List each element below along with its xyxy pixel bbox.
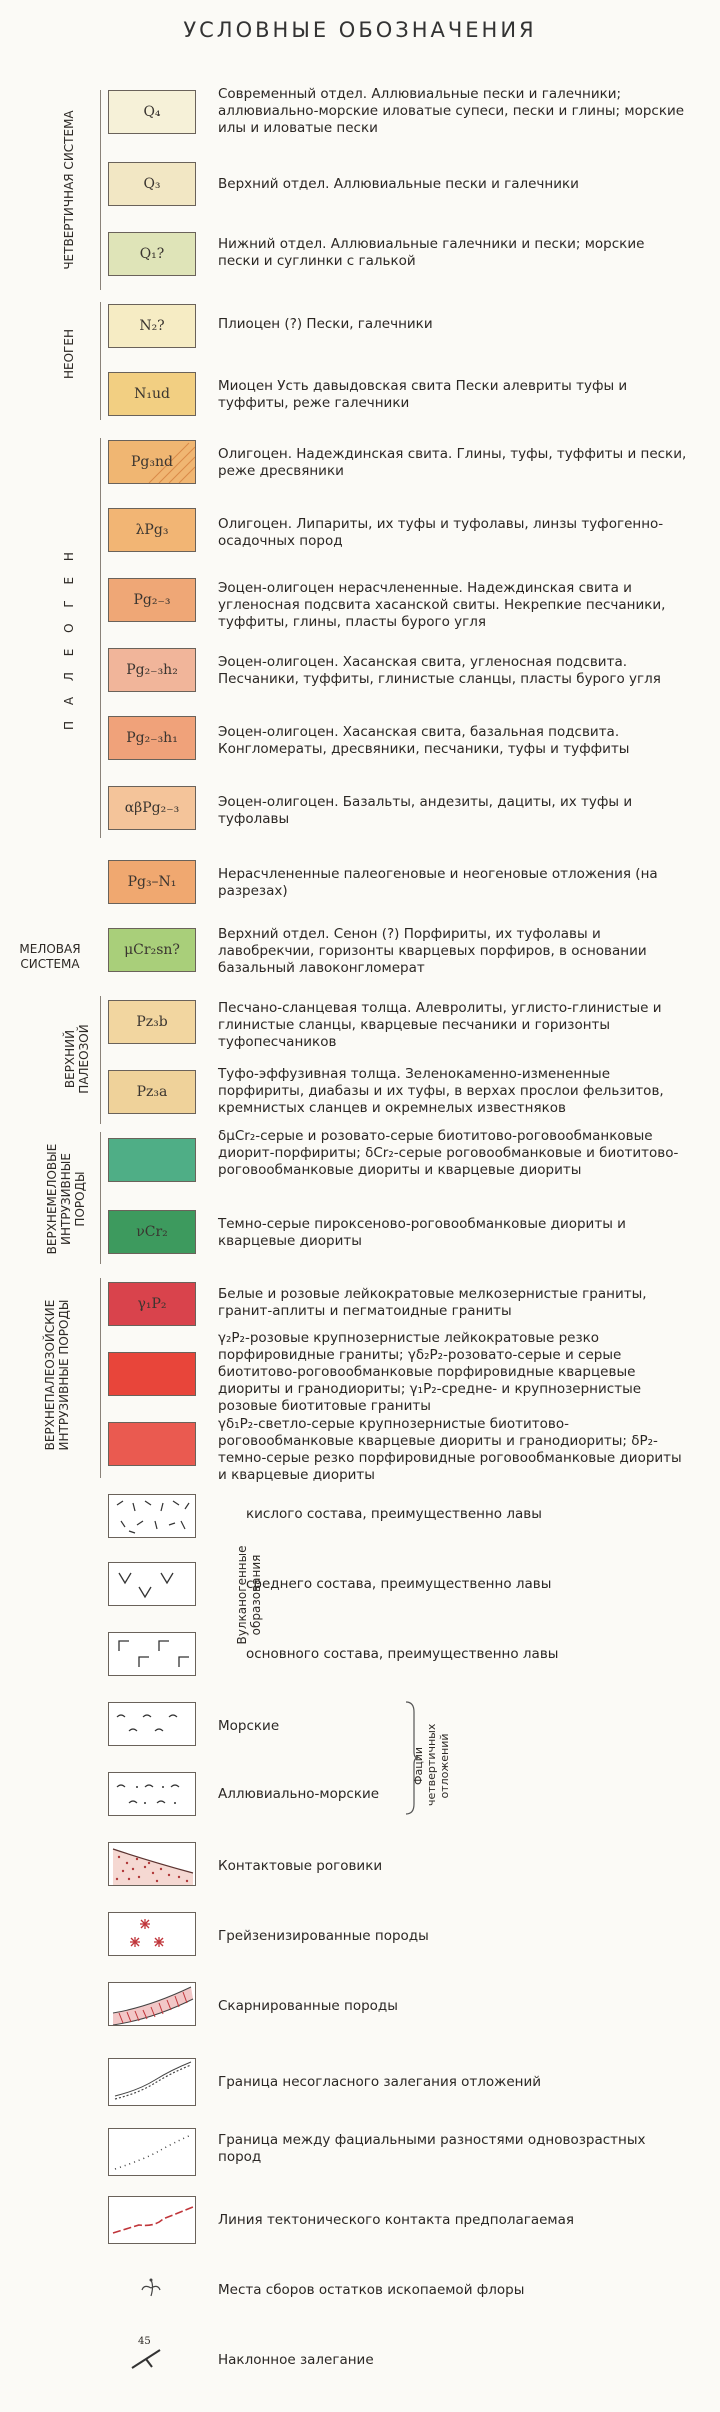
desc-pz3b: Песчано-сланцевая толща. Алевролиты, углисто-глинистые и глинистые сланцы, кварцевые песчаники и горизонты туфопесчаников xyxy=(218,1000,662,1050)
desc-dcr2: δμCr₂-серые и розовато-серые биотитово-роговообманковые диорит-порфириты; δCr₂-серые роговообманковые и биотитово-роговообманковые диориты и кварцевые диориты xyxy=(218,1128,679,1178)
fossil-flora-icon xyxy=(136,2276,166,2300)
tectonic-contact-icon xyxy=(109,2197,195,2243)
basic-volcanic-pattern xyxy=(108,1632,196,1676)
group-label-facies: Фации четвертичных отложений xyxy=(412,1723,451,1806)
swatch-pg23h2: Pg₂₋₃h₂ xyxy=(108,648,196,692)
desc-vcr2: Темно-серые пироксеново-роговообманковые диориты и кварцевые диориты xyxy=(218,1216,626,1249)
marine-waves-icon xyxy=(109,1703,195,1745)
desc-facies-boundary: Граница между фациальными разностями одновозрастных пород xyxy=(218,2132,646,2165)
swatch-pg23h1: Pg₂₋₃h₁ xyxy=(108,716,196,760)
swatch-q3: Q₃ xyxy=(108,162,196,206)
desc-unconformity: Граница несогласного залегания отложений xyxy=(218,2074,542,2090)
skarn-icon xyxy=(109,1983,195,2025)
desc-fossil-flora: Места сборов остатков ископаемой флоры xyxy=(218,2282,525,2298)
desc-intermediate-volcanic: среднего состава, преимущественно лавы xyxy=(246,1576,552,1592)
desc-abpg: Эоцен-олигоцен. Базальты, андезиты, дациты, их туфы и туфолавы xyxy=(218,794,633,827)
unconformity-line-icon xyxy=(109,2059,195,2105)
desc-pg3nd: Олигоцен. Надеждинская свита. Глины, туфы, туффиты и пески, реже дресвяники xyxy=(218,446,687,479)
desc-g1p2: Белые и розовые лейкократовые мелкозернистые граниты, гранит-аплиты и пегматоидные граниты xyxy=(218,1286,647,1319)
swatch-n1ud: N₁ud xyxy=(108,372,196,416)
group-bracket xyxy=(100,90,101,290)
group-label-upper-paleozoic-intrusive: ВЕРХНЕПАЛЕОЗОЙСКИЕ ИНТРУЗИВНЫЕ ПОРОДЫ xyxy=(43,1299,71,1451)
swatch-pz3b: Pz₃b xyxy=(108,1000,196,1044)
basic-volcanic-icon xyxy=(109,1633,195,1675)
desc-acid-volcanic: кислого состава, преимущественно лавы xyxy=(246,1506,542,1522)
legend-title: УСЛОВНЫЕ ОБОЗНАЧЕНИЯ xyxy=(183,18,537,42)
group-label-volcanogenic: Вулканогенные образования xyxy=(235,1545,263,1645)
greisen-icon xyxy=(109,1913,195,1955)
alluvial-marine-icon xyxy=(109,1773,195,1815)
swatch-g2p2 xyxy=(108,1352,196,1396)
desc-basic-volcanic: основного состава, преимущественно лавы xyxy=(246,1646,559,1662)
group-label-upper-cretaceous-intrusive: ВЕРХНЕМЕЛОВЫЕ ИНТРУЗИВНЫЕ ПОРОДЫ xyxy=(45,1143,87,1255)
tectonic-contact-pattern xyxy=(108,2196,196,2244)
desc-alluvial-marine: Аллювиально-морские xyxy=(218,1786,380,1802)
acid-volcanic-pattern xyxy=(108,1494,196,1538)
swatch-dcr2 xyxy=(108,1138,196,1182)
desc-pz3a: Туфо-эффузивная толща. Зеленокаменно-измененные порфириты, диабазы и их туфы, в верхах прослои фельзитов, кремнистых сланцев и окремнелых известняков xyxy=(218,1066,664,1116)
alluvial-marine-facies-pattern xyxy=(108,1772,196,1816)
desc-g3p2: γδ₁P₂-светло-серые крупнозернистые биотитово-роговообманковые кварцевые диориты и гранодиориты; δP₂-темно-серые резко порфировидные роговообманковые диориты и кварцевые диориты xyxy=(218,1416,682,1483)
dip-angle-label: 45 xyxy=(138,2336,151,2347)
group-bracket xyxy=(100,1132,101,1264)
desc-q1: Нижний отдел. Аллювиальные галечники и пески; морские пески и суглинки с галькой xyxy=(218,236,645,269)
desc-pg23h1: Эоцен-олигоцен. Хасанская свита, базальная подсвита. Конгломераты, дресвяники, песчаники, туфы и туффиты xyxy=(218,724,630,757)
intermediate-volcanic-pattern xyxy=(108,1562,196,1606)
group-label-quaternary: ЧЕТВЕРТИЧНАЯ СИСТЕМА xyxy=(62,110,76,270)
desc-inclined-bedding: Наклонное залегание xyxy=(218,2352,374,2368)
swatch-pg3nd xyxy=(108,440,196,484)
facies-boundary-pattern xyxy=(108,2128,196,2176)
swatch-pz3a: Pz₃a xyxy=(108,1070,196,1114)
greisen-pattern xyxy=(108,1912,196,1956)
desc-q3: Верхний отдел. Аллювиальные пески и галечники xyxy=(218,176,579,192)
contact-hornfels-pattern xyxy=(108,1842,196,1886)
group-bracket xyxy=(100,438,101,838)
skarn-pattern xyxy=(108,1982,196,2026)
desc-pg23h2: Эоцен-олигоцен. Хасанская свита, угленосная подсвита. Песчаники, туффиты, глинистые сланцы, пласты бурого угля xyxy=(218,654,661,687)
desc-contact-hornfels: Контактовые роговики xyxy=(218,1858,383,1874)
swatch-code: Pg₃nd xyxy=(131,454,173,470)
group-bracket xyxy=(100,302,101,420)
group-label-neogene: НЕОГЕН xyxy=(62,329,76,379)
group-label-cretaceous: МЕЛОВАЯ СИСТЕМА xyxy=(19,942,81,971)
desc-skarn: Скарнированные породы xyxy=(218,1998,398,2014)
swatch-g3p2 xyxy=(108,1422,196,1466)
desc-greisen: Грейзенизированные породы xyxy=(218,1928,429,1944)
swatch-q1: Q₁? xyxy=(108,232,196,276)
facies-boundary-icon xyxy=(109,2129,195,2175)
swatch-pgn: Pg₃–N₁ xyxy=(108,860,196,904)
desc-cr2sn: Верхний отдел. Сенон (?) Порфириты, их туфолавы и лавобрекчии, горизонты кварцевых порфиров, в основании базальный лавоконгломерат xyxy=(218,926,647,976)
dip-strike-icon xyxy=(126,2334,176,2374)
swatch-n2: N₂? xyxy=(108,304,196,348)
desc-lpg3: Олигоцен. Липариты, их туфы и туфолавы, линзы туфогенно-осадочных пород xyxy=(218,516,664,549)
swatch-vcr2: νCr₂ xyxy=(108,1210,196,1254)
desc-n1ud: Миоцен Усть давыдовская свита Пески алевриты туфы и туффиты, реже галечники xyxy=(218,378,628,411)
marine-facies-pattern xyxy=(108,1702,196,1746)
swatch-lpg3: λPg₃ xyxy=(108,508,196,552)
acid-volcanic-icon xyxy=(109,1495,195,1537)
desc-pg23: Эоцен-олигоцен нерасчлененные. Надеждинская свита и угленосная подсвита хасанской свиты. Некрепкие песчаники, туффиты, глины, пласты бурого угля xyxy=(218,580,666,630)
group-label-upper-paleozoic: ВЕРХНИЙ ПАЛЕОЗОЙ xyxy=(63,1024,91,1094)
desc-q4: Современный отдел. Аллювиальные пески и галечники; аллювиально-морские иловатые супеси, пески и глины; морские илы и иловатые пески xyxy=(218,86,685,136)
desc-pgn: Нерасчлененные палеогеновые и неогеновые отложения (на разрезах) xyxy=(218,866,658,899)
desc-marine: Морские xyxy=(218,1718,280,1734)
group-bracket xyxy=(100,1278,101,1478)
group-bracket xyxy=(100,996,101,1124)
swatch-cr2sn: μCr₂sn? xyxy=(108,928,196,972)
group-label-paleogene: П А Л Е О Г Е Н xyxy=(62,546,76,730)
desc-g2p2: γ₂P₂-розовые крупнозернистые лейкократовые резко порфировидные граниты; γδ₂P₂-розовато-серые и серые биотитово-роговообманковые порфировидные кварцевые диориты и гранодиориты; γ₁P₂-средне- и крупнозернистые розовые биотитовые граниты xyxy=(218,1330,642,1414)
unconformity-boundary-pattern xyxy=(108,2058,196,2106)
desc-n2: Плиоцен (?) Пески, галечники xyxy=(218,316,433,332)
swatch-g1p2: γ₁P₂ xyxy=(108,1282,196,1326)
swatch-q4: Q₄ xyxy=(108,90,196,134)
swatch-abpg: αβPg₂₋₃ xyxy=(108,786,196,830)
desc-tectonic-contact: Линия тектонического контакта предполагаемая xyxy=(218,2212,574,2228)
swatch-pg23: Pg₂₋₃ xyxy=(108,578,196,622)
intermediate-volcanic-icon xyxy=(109,1563,195,1605)
hornfels-icon xyxy=(109,1843,195,1885)
